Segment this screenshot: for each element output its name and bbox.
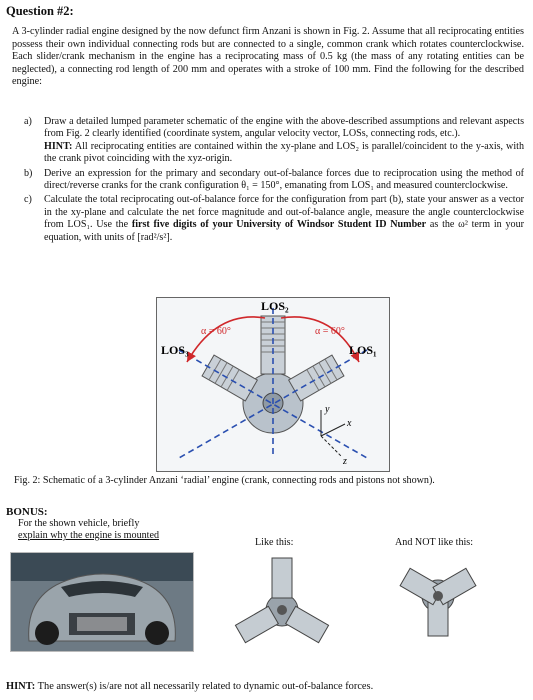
- part-a-hint-text: All reciprocating entities are contained within the xy-plane and LOS₂ is parallel/coincident to the y-axis, with the crank pivot coinciding with the xyz-origin.: [44, 140, 524, 165]
- axis-z-label: z: [343, 456, 347, 467]
- part-a-text: Draw a detailed lumped parameter schematic of the engine with the above-described assumptions and relevant aspects from Fig. 2 clearly identified (coordinate system, angular velocity vector, LOSs, connecting rods, etc.).: [44, 116, 524, 140]
- bonus-title: BONUS:: [6, 506, 48, 518]
- part-c-bold: first five digits of your University of Windsor Student ID Number: [131, 219, 427, 231]
- part-b-label: b): [24, 167, 33, 179]
- part-c-text-end: as the ω² term in your equation, with units of [rad²/s²].: [44, 219, 524, 243]
- engine-wrong-orientation-image: [378, 558, 498, 654]
- part-c-text: Calculate the total reciprocating out-of-balance force for the configuration from part (b), state your answer as a vector in the xy-plane and calculate the net force magnitude and out-of-balance angle, measure the angle counterclockwise from LOS₁. Use the: [44, 194, 524, 231]
- part-b-text: Derive an expression for the primary and secondary out-of-balance forces due to reciprocation using the method of direct/reverse cranks for the crank configuration θ₁ = 150°, emanating from LOS₁ and measured counterclockwise.: [44, 167, 524, 192]
- engine-figure: [156, 297, 390, 472]
- los1-label: LOS₁: [349, 343, 377, 357]
- axis-x-label: x: [347, 418, 352, 429]
- alpha-right-label: α = 60°: [315, 326, 345, 337]
- bonus-text: [18, 518, 188, 542]
- part-b: [24, 168, 524, 193]
- los2-label: LOS₂: [261, 299, 289, 313]
- question-title: Question #2:: [6, 4, 74, 18]
- engine-correct-orientation-image: [222, 552, 342, 650]
- figure-caption: Fig. 2: Schematic of a 3-cylinder Anzani ‘radial’ engine (crank, connecting rods and pistons not shown).: [14, 475, 435, 486]
- like-this-label: Like this:: [255, 537, 294, 548]
- part-a-label: a): [24, 116, 32, 127]
- part-a: [24, 116, 524, 166]
- footer-hint-text: The answer(s) is/are not all necessarily related to dynamic out-of-balance forces.: [35, 681, 374, 692]
- part-c-label: c): [24, 194, 32, 206]
- engine-schematic-image: [157, 298, 389, 471]
- top-cylinder-shape: [261, 316, 285, 374]
- alpha-left-label: α = 60°: [201, 326, 231, 337]
- intro-paragraph: A 3-cylinder radial engine designed by the now defunct firm Anzani is shown in Fig. 2. Assume that all reciprocating entities possess their own individual connecting rods but are connected to a single, common crank which rotates counterclockwise. Each slider/crank mechanism in the engine has a reciprocating mass of 0.5 kg (the mass of any rotating entities can be neglected), a connecting rod length of 200 mm and operates with a stroke of 100 mm. Find the following for the described engine:: [12, 26, 524, 88]
- bonus-line-2: explain why the engine is mounted: [18, 530, 160, 541]
- bonus-line-1: For the shown vehicle, briefly: [18, 518, 140, 529]
- axis-y-label: y: [325, 404, 330, 415]
- vehicle-photo: [10, 552, 194, 652]
- parts-list: [24, 116, 524, 246]
- los3-label: LOS₃: [161, 343, 189, 357]
- part-a-hint-label: HINT:: [44, 140, 73, 152]
- footer-hint: [6, 681, 373, 692]
- part-c: [24, 194, 524, 244]
- footer-hint-label: HINT:: [6, 681, 36, 692]
- not-like-this-label: And NOT like this:: [395, 537, 474, 548]
